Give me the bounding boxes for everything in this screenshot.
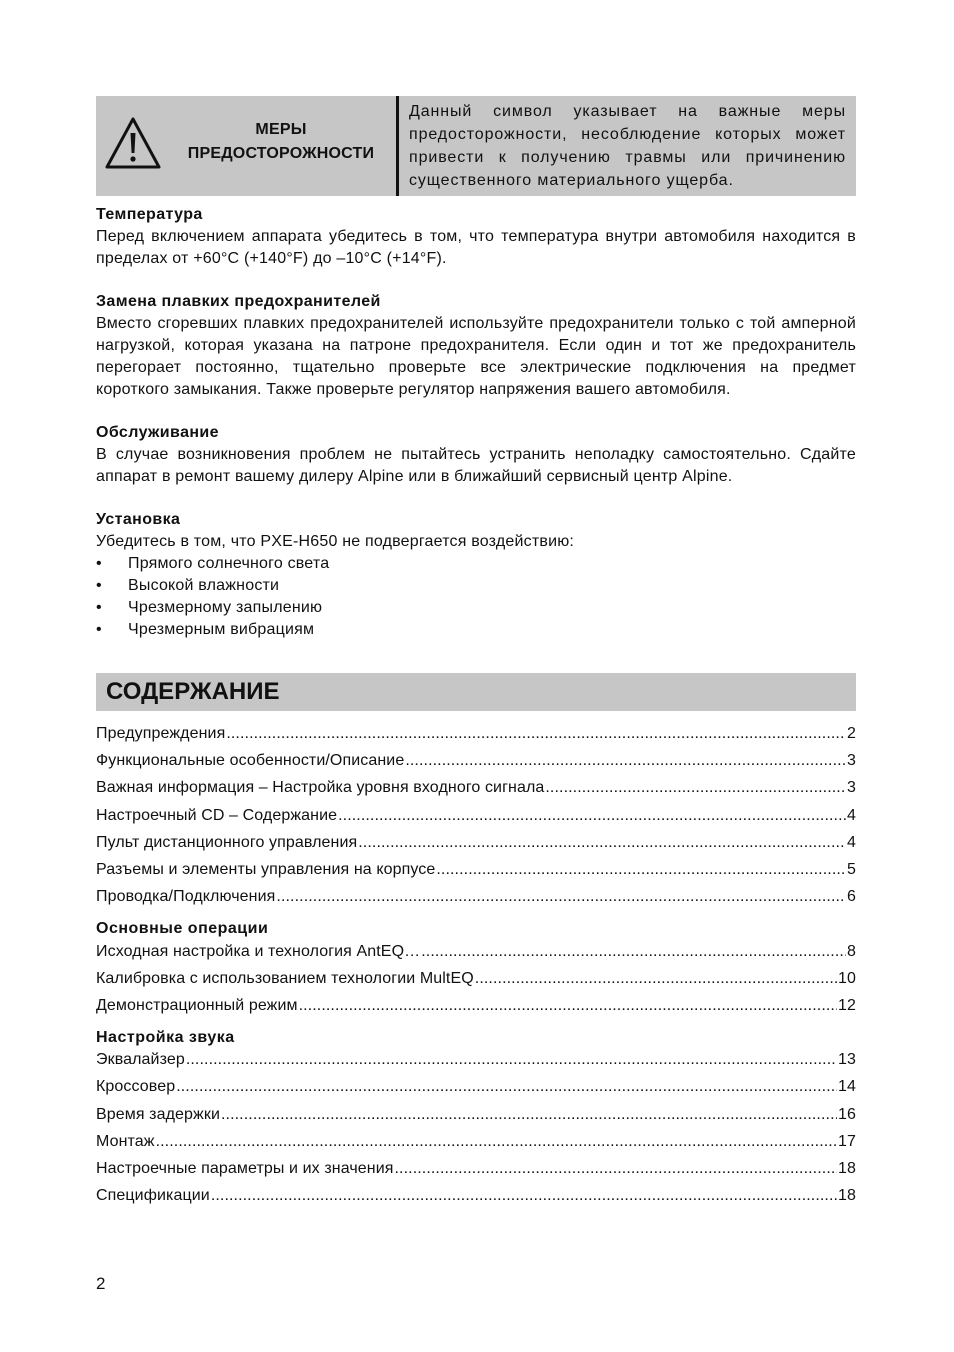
toc-entry-title: Важная информация – Настройка уровня входного сигнала	[96, 779, 545, 797]
toc-entry[interactable]	[96, 725, 856, 752]
toc-entry-title: Настроечный CD – Содержание	[96, 806, 338, 824]
toc-entry-page: 10	[838, 969, 856, 987]
warning-triangle-icon	[104, 116, 162, 170]
toc-entry-title: Спецификации	[96, 1187, 210, 1205]
toc-leader-dots	[176, 1078, 837, 1096]
page-number: 2	[96, 1274, 106, 1293]
section-body: Убедитесь в том, что PXE-H650 не подвергается воздействию:	[96, 533, 575, 550]
toc-entry-page: 8	[847, 942, 856, 960]
toc-group-heading: Основные операции	[96, 920, 269, 938]
bullet-symbol: •	[96, 599, 102, 616]
toc-leader-dots	[156, 1133, 837, 1151]
caution-title-line1: МЕРЫ	[255, 121, 307, 138]
toc-entry-title: Калибровка с использованием технологии MultEQ	[96, 969, 474, 987]
bullet-symbol: •	[96, 555, 102, 572]
toc-leader-dots	[358, 834, 846, 852]
toc-entry[interactable]	[96, 1106, 856, 1133]
toc-entry-page: 18	[838, 1187, 856, 1205]
toc-entry-page: 3	[847, 779, 856, 797]
toc-leader-dots	[395, 1160, 837, 1178]
toc-entry-page: 4	[847, 806, 856, 824]
toc-group-heading: Настройка звука	[96, 1029, 235, 1047]
list-item: • Чрезмерному запылению	[96, 597, 856, 619]
toc-entry-title: Время задержки	[96, 1105, 220, 1123]
document-page	[96, 96, 856, 1214]
toc-entry[interactable]	[96, 943, 856, 970]
toc-entry-title: Настроечные параметры и их значения	[96, 1160, 394, 1177]
toc-entry[interactable]	[96, 1133, 856, 1160]
toc-entry[interactable]	[96, 1187, 856, 1214]
section-body: Перед включением аппарата убедитесь в том, что температура внутри автомобиля находится в пределах от +60°C (+140°F) до –10°C (+14°F).	[96, 228, 856, 267]
toc-entry-title: Проводка/Подключения	[96, 888, 276, 906]
toc-entry-title: Исходная настройка и технология AntEQ…	[96, 942, 421, 960]
toc-entry[interactable]	[96, 888, 856, 915]
toc-entry-page: 14	[838, 1078, 856, 1096]
toc-entry-title: Разъемы и элементы управления на корпусе	[96, 860, 436, 878]
toc-entry-title: Предупреждения	[96, 725, 226, 742]
section-maintenance	[96, 422, 856, 488]
toc-entry[interactable]	[96, 861, 856, 888]
toc-entry[interactable]	[96, 1051, 856, 1078]
toc-entry-page: 16	[838, 1105, 856, 1123]
toc-entry-page: 17	[838, 1132, 856, 1150]
section-title: Замена плавких предохранителей	[96, 293, 381, 310]
toc-entry-page: 4	[847, 833, 856, 851]
toc-entry-page: 18	[838, 1160, 856, 1177]
toc-entry[interactable]	[96, 752, 856, 779]
table-of-contents	[96, 725, 856, 1214]
caution-label-cell	[96, 96, 399, 196]
toc-title: СОДЕРЖАНИЕ	[96, 673, 856, 711]
toc-leader-dots	[436, 861, 846, 879]
caution-text: Данный символ указывает на важные меры предосторожности, несоблюдение которых может привести к получению травмы или причинению существенного материального ущерба.	[409, 103, 846, 189]
toc-entry[interactable]	[96, 1160, 856, 1187]
toc-entry-title: Кроссовер	[96, 1078, 176, 1096]
toc-entry[interactable]	[96, 807, 856, 834]
toc-entry-page: 13	[838, 1051, 856, 1069]
toc-entry-title: Демонстрационный режим	[96, 996, 298, 1014]
caution-box	[96, 96, 856, 196]
toc-entry[interactable]	[96, 779, 856, 806]
toc-entry-title: Пульт дистанционного управления	[96, 833, 358, 851]
toc-leader-dots	[299, 997, 837, 1015]
toc-leader-dots	[338, 807, 846, 825]
section-body: Вместо сгоревших плавких предохранителей используйте предохранители только с той амперной нагрузкой, которая указана на патроне предохранителя. Если один и тот же предохранитель перегорает постоянно, тщательно проверьте все электрические подключения на предмет короткого замыкания. Также проверьте регулятор напряжения вашего автомобиля.	[96, 315, 856, 398]
toc-leader-dots	[405, 752, 846, 770]
toc-leader-dots	[545, 779, 846, 797]
bullet-symbol: •	[96, 621, 102, 638]
toc-leader-dots	[186, 1051, 837, 1069]
installation-bullet-list	[96, 553, 856, 641]
section-title: Температура	[96, 206, 203, 223]
toc-entry-page: 3	[847, 752, 856, 770]
toc-entry-title: Монтаж	[96, 1132, 155, 1150]
section-fuses	[96, 291, 856, 401]
toc-entry-page: 5	[847, 860, 856, 878]
toc-entry-title: Эквалайзер	[96, 1051, 185, 1069]
toc-leader-dots	[475, 970, 837, 988]
toc-entry[interactable]	[96, 970, 856, 997]
list-item: • Прямого солнечного света	[96, 553, 856, 575]
caution-title	[172, 118, 390, 166]
toc-entry-page: 6	[847, 888, 856, 906]
bullet-symbol: •	[96, 577, 102, 594]
list-item: • Высокой влажности	[96, 575, 856, 597]
toc-leader-dots	[211, 1187, 837, 1205]
section-body: В случае возникновения проблем не пытайтесь устранить неполадку самостоятельно. Сдайте аппарат в ремонт вашему дилеру Alpine или в ближайший сервисный центр Alpine.	[96, 446, 856, 485]
toc-leader-dots	[421, 943, 846, 961]
section-title: Установка	[96, 511, 181, 528]
section-installation	[96, 509, 856, 641]
toc-entry-page: 2	[847, 725, 856, 742]
list-item: • Чрезмерным вибрациям	[96, 619, 856, 641]
toc-entry[interactable]	[96, 834, 856, 861]
toc-leader-dots	[276, 888, 846, 906]
toc-entry-title: Функциональные особенности/Описание	[96, 752, 405, 770]
section-temperature	[96, 204, 856, 270]
caution-title-line2: ПРЕДОСТОРОЖНОСТИ	[187, 145, 375, 162]
toc-entry[interactable]	[96, 1078, 856, 1105]
section-title: Обслуживание	[96, 424, 219, 441]
toc-entry[interactable]	[96, 997, 856, 1024]
toc-leader-dots	[221, 1106, 837, 1124]
toc-leader-dots	[226, 725, 846, 743]
toc-entry-page: 12	[838, 996, 856, 1014]
